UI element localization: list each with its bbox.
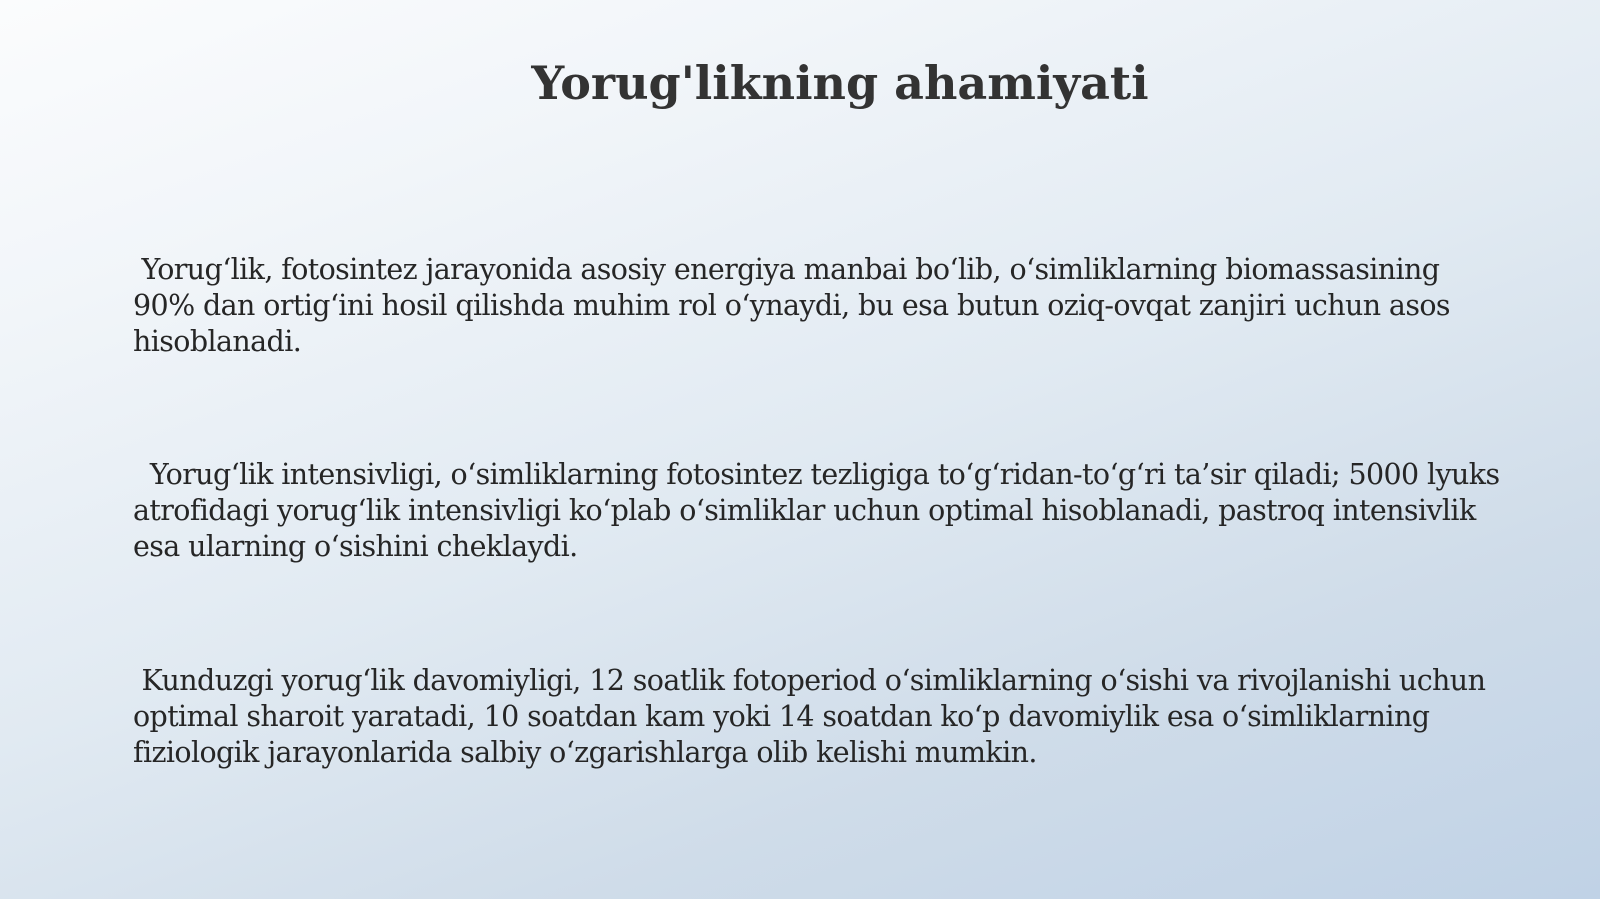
paragraph-photoperiod: Kunduzgi yorug‘lik davomiyligi, 12 soatlik fotoperiod o‘simliklarning o‘sishi va rivojlanishi uchun optimal sharoit yaratadi, 10 soatdan kam yoki 14 soatdan ko‘p davomiylik esa o‘simliklarning fiziologik jarayonlarida salbiy o‘zgarishlarga olib kelishi mumkin. <box>133 664 1494 769</box>
slide-title: Yorug'likning ahamiyati <box>531 56 1149 110</box>
paragraph-light-intensity: Yorug‘lik intensivligi, o‘simliklarning fotosintez tezligiga to‘g‘ridan-to‘g‘ri ta’sir qiladi; 5000 lyuks atrofidagi yorug‘lik intensivligi ko‘plab o‘simliklar uchun optimal hisoblanadi, pastroq intensivlik esa ularning o‘sishini cheklaydi. <box>133 458 1508 563</box>
paragraph-light-energy: Yorug‘lik, fotosintez jarayonida asosiy energiya manbai bo‘lib, o‘simliklarning biomassasining 90% dan ortig‘ini hosil qilishda muhim rol o‘ynaydi, bu esa butun oziq-ovqat zanjiri uchun asos hisoblanadi. <box>133 253 1459 358</box>
